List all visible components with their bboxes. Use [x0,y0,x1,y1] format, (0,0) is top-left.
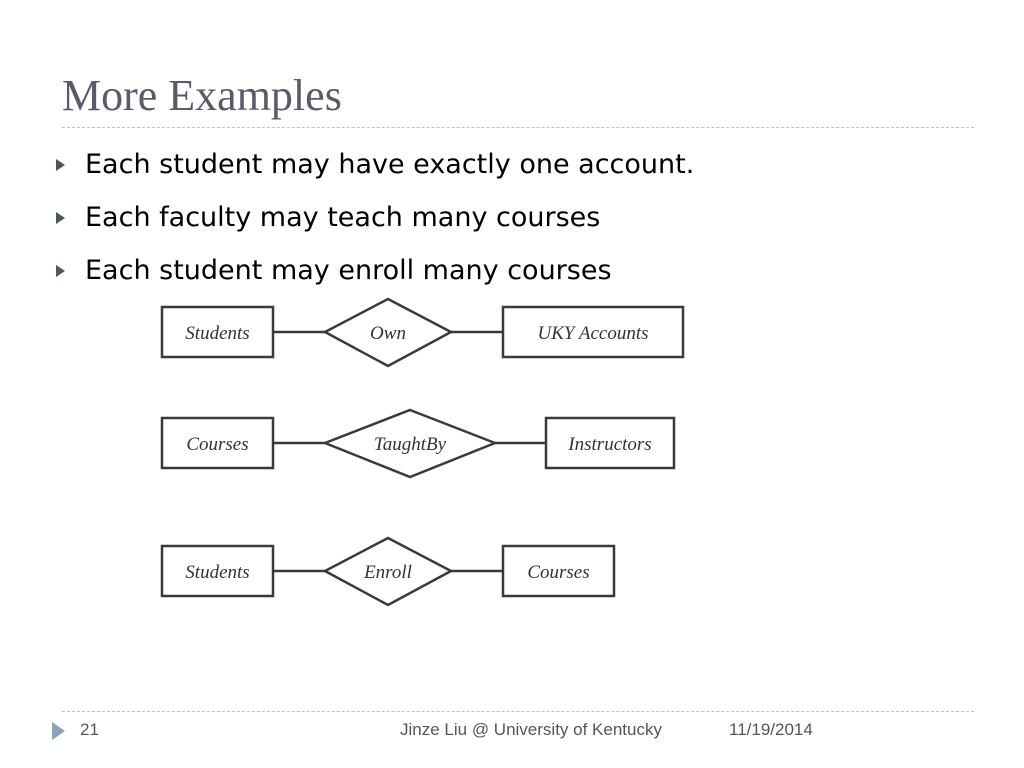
entity-label: Courses [527,562,590,583]
relationship-label: TaughtBy [373,434,447,455]
page-number: 21 [80,720,99,739]
er-row-own [162,299,683,366]
footer-divider [62,711,974,712]
bullet-text: Each student may have exactly one account. [85,149,695,180]
er-row-enroll [162,538,614,605]
entity-label: Courses [186,434,249,455]
entity-label: UKY Accounts [537,323,649,344]
relationship-label: Enroll [364,562,412,583]
footer-arrow-icon [52,722,65,740]
er-row-taughtby [162,410,674,477]
bullet-text: Each student may enroll many courses [85,255,612,286]
entity-label: Students [185,323,250,344]
footer-author: Jinze Liu @ University of Kentucky [400,720,662,739]
footer-date: 11/19/2014 [729,720,813,739]
entity-label: Instructors [568,434,652,455]
slide-title: More Examples [62,71,342,120]
relationship-label: Own [370,323,406,344]
entity-label: Students [185,562,250,583]
bullet-text: Each faculty may teach many courses [85,202,601,233]
